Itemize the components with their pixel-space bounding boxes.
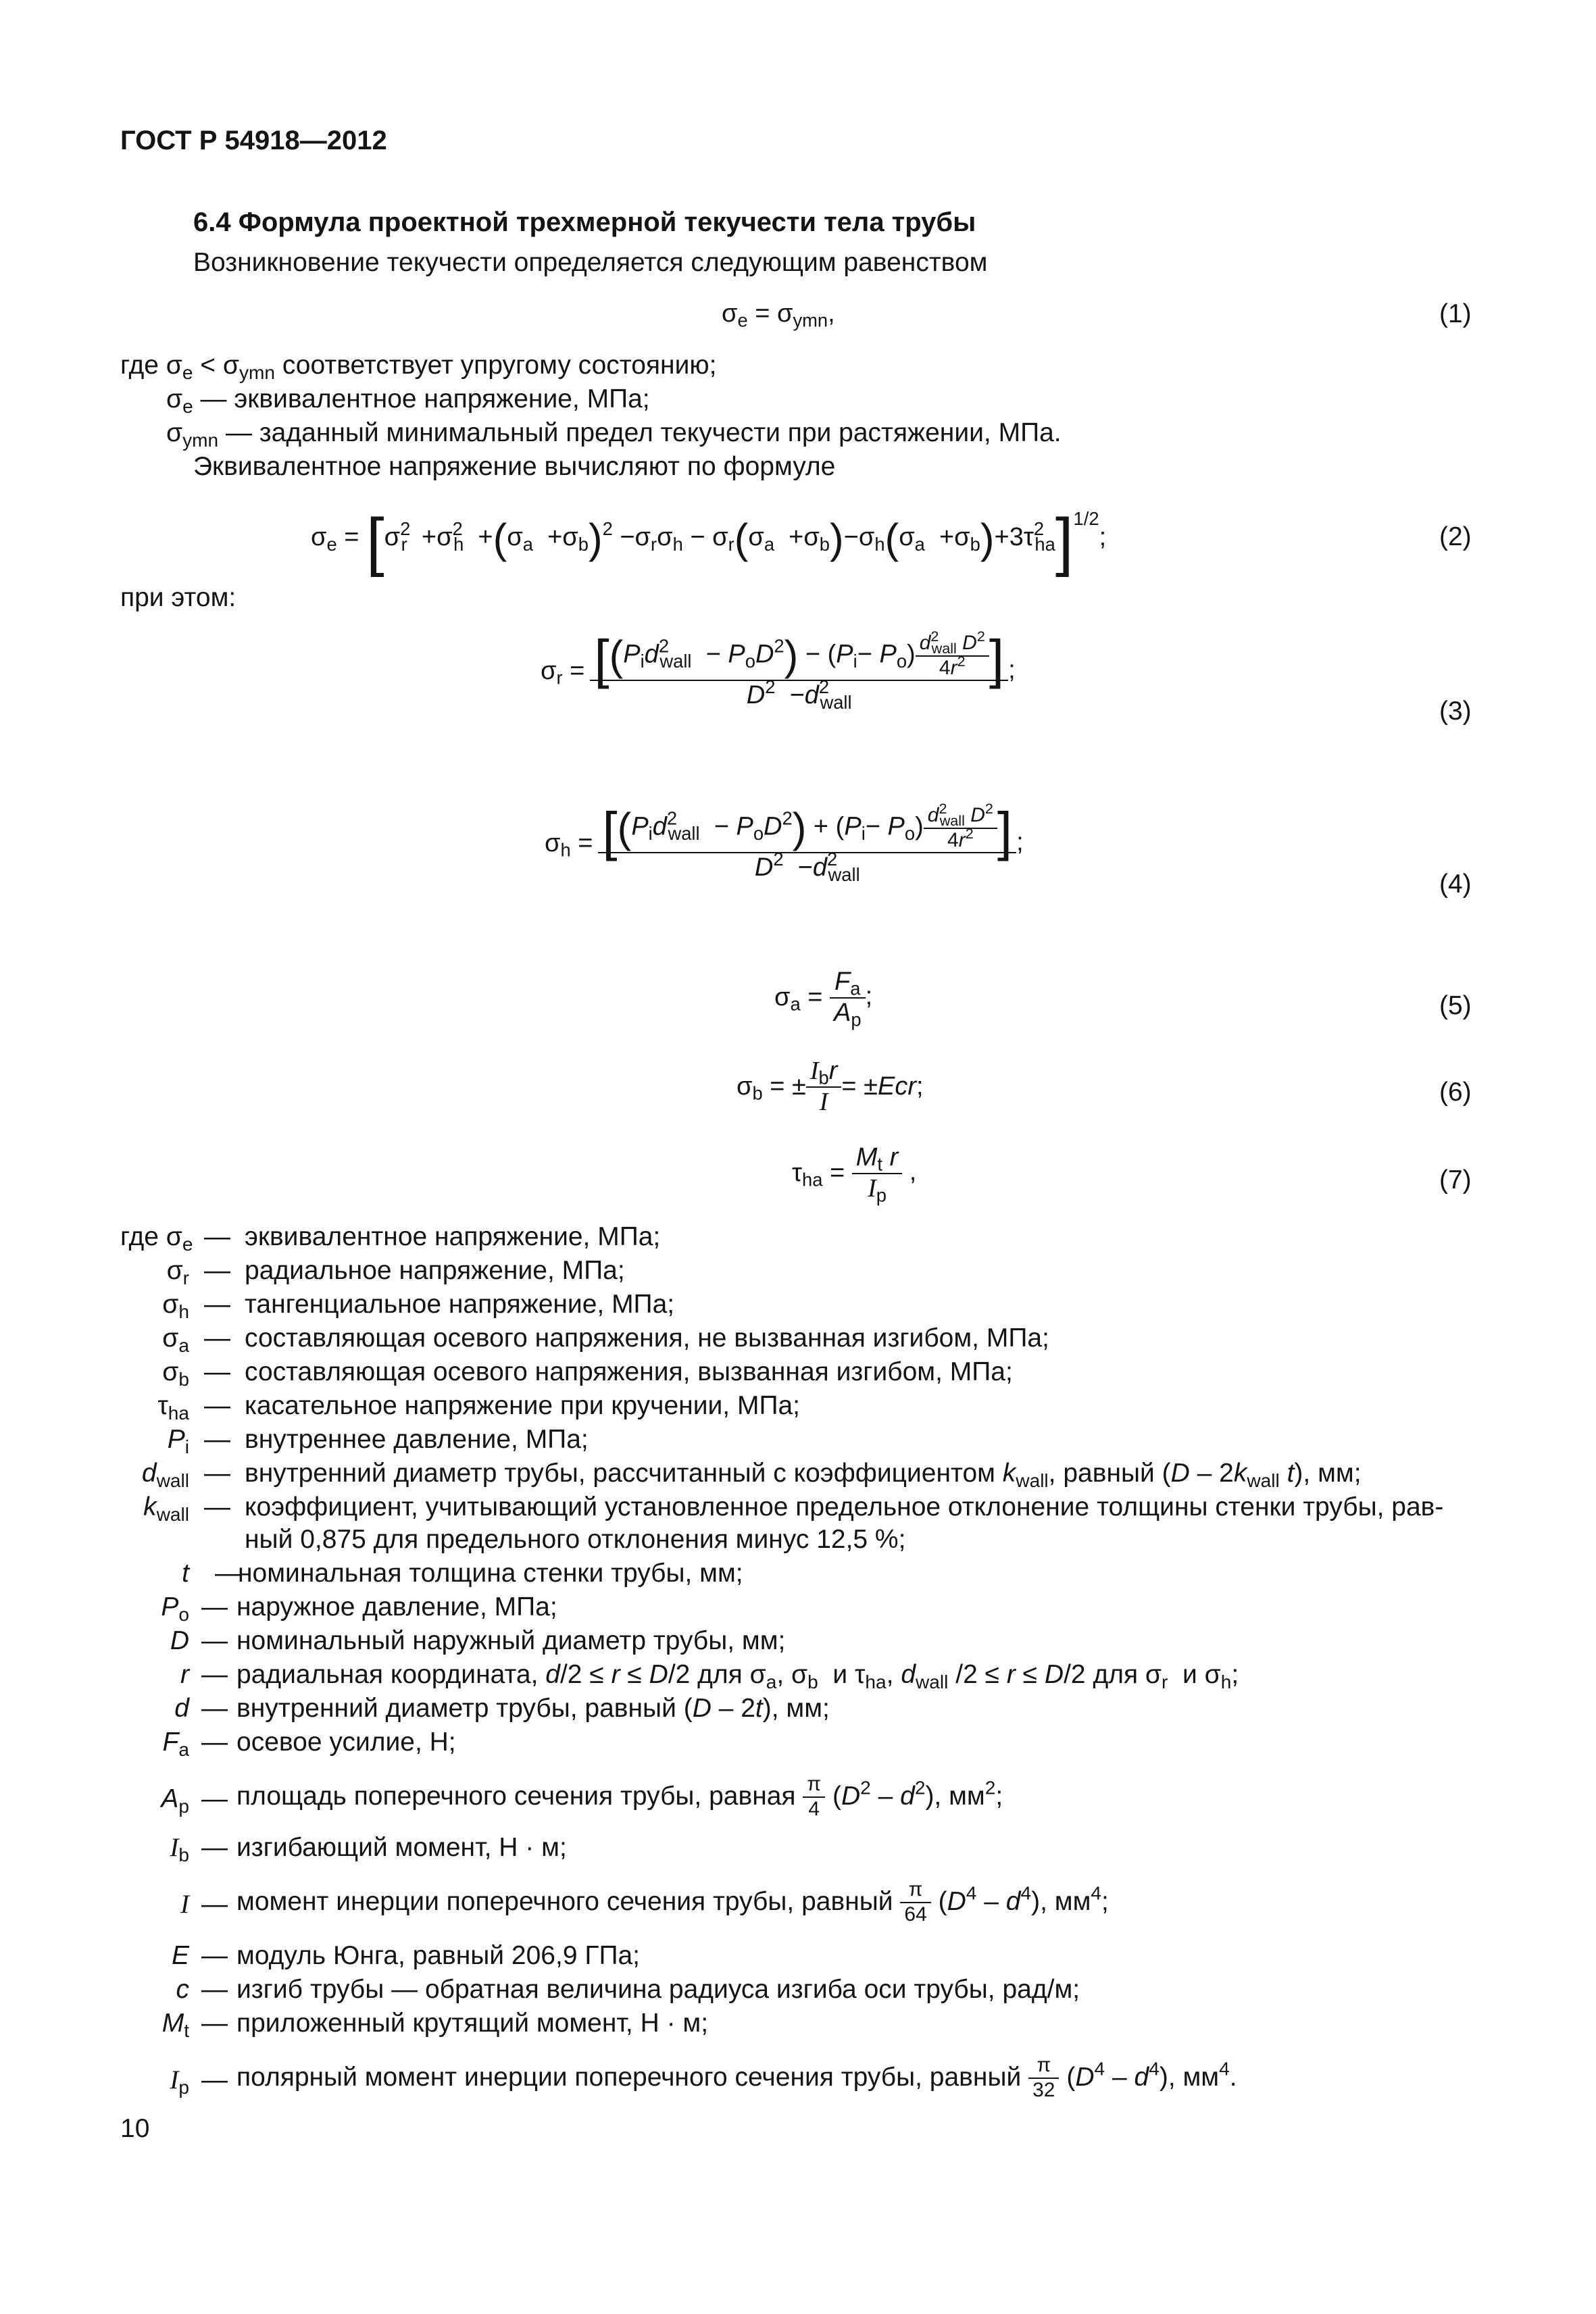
legend-item: составляющая осевого напряжения, вызванная изгибом, МПа; xyxy=(245,1357,1013,1386)
legend-item: радиальное напряжение, МПа; xyxy=(245,1256,625,1285)
equation-6: $\sigma_b$ = ± $\frac{I_br}{I}$ = ±Ecr; xyxy=(737,1057,924,1116)
legend-symbol: I xyxy=(180,1890,189,1919)
section-title: 6.4 Формула проектной трехмерной текучести тела трубы xyxy=(193,207,976,237)
legend-symbol: $\sigma_r$ xyxy=(166,1256,189,1288)
legend-symbol: E xyxy=(171,1941,189,1970)
legend-symbol: $d_{wall}$ xyxy=(141,1459,189,1491)
legend-item: момент инерции поперечного сечения трубы, равный $\frac{\pi}{64}$ $(D^4 - d^4)$, $мм^4$; xyxy=(236,1878,1109,1926)
legend-item: внутренний диаметр трубы, рассчитанный с коэффициентом $k_{wall}$, равный ($D - 2k_{wall}$ t), мм; xyxy=(245,1459,1362,1491)
legend-item: приложенный крутящий момент, Н · м; xyxy=(236,2009,709,2038)
legend-symbol: $\tau_{ha}$ xyxy=(157,1391,189,1424)
legend-item: полярный момент инерции поперечного сечения трубы, равный $\frac{\pi}{32}$ $(D^4 - d^4)$, $мм^4$. xyxy=(236,2054,1237,2101)
legend-symbol: r xyxy=(180,1660,189,1689)
legend-symbol: t xyxy=(182,1559,189,1588)
equation-2: $\sigma_e = [\sigma^2_r +\sigma^2_h +(\sigma_a +\sigma_b)^2 -\sigma_r\sigma_h - \sigma_r(\sigma_a +\sigma_b)-\sigma_h(\sigma_a +\sigma_b)+3\tau^2_{ha}]^{1/2}$; xyxy=(311,505,1107,578)
legend-symbol: D xyxy=(170,1626,189,1655)
where-elastic-line: где $\sigma_e < \sigma_{ymn}$ соответствует упругому состоянию; xyxy=(120,351,717,383)
se-definition: $\sigma_e$ — эквивалентное напряжение, МПа; xyxy=(166,384,650,417)
eq2-intro: Эквивалентное напряжение вычисляют по формуле xyxy=(193,452,836,481)
equation-7: $\tau_{ha}$ = $\frac{M_t r}{I_p}$ , xyxy=(792,1143,917,1206)
equation-4: $\sigma_h$ = [$(P_id^2_{wall} - P_oD^2) + (P_i- P_o)$ $\frac{d^2_{wall} D^2}{4r^2}$ ] $D^2 -d^2_{wall}$ ; xyxy=(545,800,1024,885)
legend-item: номинальный наружный диаметр трубы, мм; xyxy=(236,1626,786,1655)
legend-symbol: $\sigma_h$ xyxy=(162,1290,189,1322)
legend-item: осевое усилие, Н; xyxy=(236,1728,456,1757)
legend-item: составляющая осевого напряжения, не вызванная изгибом, МПа; xyxy=(245,1324,1049,1353)
legend-symbol: $P_i$ xyxy=(167,1425,189,1457)
legend-symbol: $I_b$ xyxy=(170,1833,189,1865)
equation-number-4: (4) xyxy=(1439,870,1472,899)
standard-header: ГОСТ Р 54918—2012 xyxy=(120,126,387,155)
legend-item: эквивалентное напряжение, МПа; xyxy=(245,1222,661,1251)
legend-symbol: $k_{wall}$ xyxy=(143,1492,189,1525)
legend-symbol: $P_o$ xyxy=(161,1592,189,1625)
legend-item-continuation: ный 0,875 для предельного отклонения минус 12,5 %; xyxy=(245,1525,906,1554)
legend-item: внутренний диаметр трубы, равный (D – 2t), мм; xyxy=(236,1694,830,1723)
legend-where: где $\sigma_e$ xyxy=(120,1222,193,1255)
legend-item: изгибающий момент, Н · м; xyxy=(236,1833,567,1862)
legend-item: модуль Юнга, равный 206,9 ГПа; xyxy=(236,1941,641,1970)
equation-number-5: (5) xyxy=(1439,991,1472,1020)
legend-item: касательное напряжение при кручении, МПа; xyxy=(245,1391,801,1420)
legend-symbol: c xyxy=(176,1975,189,2004)
legend-item: тангенциальное напряжение, МПа; xyxy=(245,1290,675,1319)
equation-number-1: (1) xyxy=(1439,299,1472,328)
legend-symbol: $\sigma_a$ xyxy=(162,1324,189,1356)
legend-item: площадь поперечного сечения трубы, равная $\frac{\pi}{4}$ $(D^2 - d^2)$, $мм^2$; xyxy=(236,1773,1003,1820)
equation-5: $\sigma_a$ = $\frac{F_a}{A_p}$ ; xyxy=(774,967,873,1030)
pri-etom: при этом: xyxy=(120,583,236,612)
legend-item: наружное давление, МПа; xyxy=(236,1592,557,1621)
section-intro: Возникновение текучести определяется следующим равенством xyxy=(193,248,988,277)
legend-symbol: $\sigma_b$ xyxy=(162,1357,189,1390)
legend-item: внутреннее давление, МПа; xyxy=(245,1425,589,1454)
legend-item: радиальная координата, d/2 ≤ r ≤ D/2 для $\sigma_a$, $\sigma_b$ и $\tau_{ha}$, $d_{wall}$ /2 ≤ r ≤ D/2 для $\sigma_r$ и $\sigma_h$; xyxy=(236,1660,1239,1692)
equation-number-6: (6) xyxy=(1439,1078,1472,1107)
equation-number-7: (7) xyxy=(1439,1165,1472,1194)
legend-item: изгиб трубы — обратная величина радиуса изгиба оси трубы, рад/м; xyxy=(236,1975,1080,2004)
equation-number-2: (2) xyxy=(1439,522,1472,551)
legend-symbol: $M_t$ xyxy=(161,2009,189,2041)
page-number: 10 xyxy=(120,2114,150,2143)
legend-symbol: d xyxy=(174,1694,189,1723)
equation-number-3: (3) xyxy=(1439,697,1472,726)
equation-1: $\sigma_e = \sigma_{ymn}$, xyxy=(722,299,835,331)
legend-symbol: $A_p$ xyxy=(161,1784,189,1817)
legend-item: коэффициент, учитывающий установленное предельное отклонение толщины стенки трубы, рав- xyxy=(245,1492,1444,1521)
legend-item: номинальная толщина стенки трубы, мм; xyxy=(238,1559,743,1588)
equation-3: $\sigma_r$ = [$(P_id^2_{wall} - P_oD^2) - (P_i- P_o)$ $\frac{d^2_{wall} D^2}{4r^2}$ ] $D^2 -d^2_{wall}$ ; xyxy=(541,628,1016,713)
legend-symbol: $F_a$ xyxy=(162,1728,189,1760)
legend-symbol: $I_p$ xyxy=(170,2065,189,2098)
symn-definition: $\sigma_{ymn}$ — заданный минимальный предел текучести при растяжении, МПа. xyxy=(166,418,1062,451)
